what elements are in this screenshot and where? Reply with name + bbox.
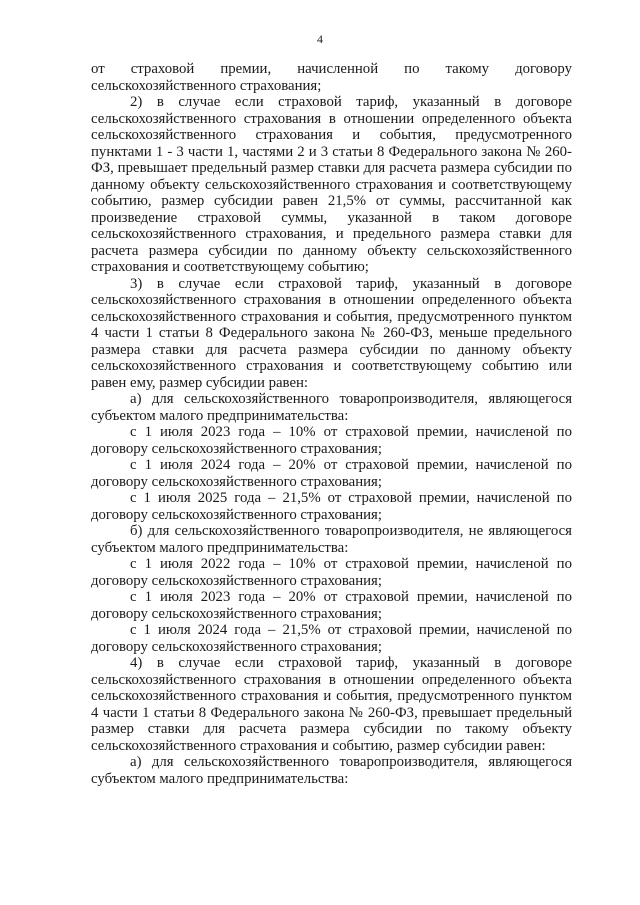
paragraph-date-2024-b: с 1 июля 2024 года – 21,5% от страховой премии, начисленой по договору сельскохозяйственного страхования; (91, 622, 572, 655)
paragraph-date-2024-a: с 1 июля 2024 года – 20% от страховой премии, начисленой по договору сельскохозяйственного страхования; (91, 457, 572, 490)
paragraph-subitem-b: б) для сельскохозяйственного товаропроизводителя, не являющегося субъектом малого предпринимательства: (91, 523, 572, 556)
paragraph-date-2025-a: с 1 июля 2025 года – 21,5% от страховой премии, начисленой по договору сельскохозяйственного страхования; (91, 490, 572, 523)
paragraph-subitem-a: а) для сельскохозяйственного товаропроизводителя, являющегося субъектом малого предпринимательства: (91, 391, 572, 424)
paragraph-subitem-a-2: а) для сельскохозяйственного товаропроизводителя, являющегося субъектом малого предпринимательства: (91, 754, 572, 787)
paragraph-date-2023-b: с 1 июля 2023 года – 20% от страховой премии, начисленой по договору сельскохозяйственного страхования; (91, 589, 572, 622)
page-number: 4 (317, 32, 323, 46)
paragraph-continuation: от страховой премии, начисленной по такому договору сельскохозяйственного страхования; (91, 61, 572, 94)
paragraph-date-2023-a: с 1 июля 2023 года – 10% от страховой премии, начисленой по договору сельскохозяйственного страхования; (91, 424, 572, 457)
paragraph-item-4: 4) в случае если страховой тариф, указанный в договоре сельскохозяйственного страхования в отношении определенного объекта сельскохозяйственного страхования и события, предусмотренного пунктом 4 части 1 статьи 8 Федерального закона № 260-ФЗ, превышает предельный размер ставки для расчета размера субсидии по такому объекту сельскохозяйственного страхования и событию, размер субсидии равен: (91, 655, 572, 754)
paragraph-date-2022-b: с 1 июля 2022 года – 10% от страховой премии, начисленой по договору сельскохозяйственного страхования; (91, 556, 572, 589)
paragraph-item-3: 3) в случае если страховой тариф, указанный в договоре сельскохозяйственного страхования в отношении определенного объекта сельскохозяйственного страхования и события, предусмотренного пунктом 4 части 1 статьи 8 Федерального закона № 260-ФЗ, меньше предельного размера ставки для расчета размера субсидии по данному объекту сельскохозяйственного страхования и соответствующему событию или равен ему, размер субсидии равен: (91, 275, 572, 391)
document-body (91, 61, 572, 787)
paragraph-item-2: 2) в случае если страховой тариф, указанный в договоре сельскохозяйственного страхования в отношении определенного объекта сельскохозяйственного страхования и события, предусмотренного пунктами 1 - 3 части 1, частями 2 и 3 статьи 8 Федерального закона № 260-ФЗ, превышает предельный размер ставки для расчета размера субсидии по данному объекту сельскохозяйственного страхования и соответствующему событию, размер субсидии равен 21,5% от суммы, рассчитанной как произведение страховой суммы, указанной в таком договоре сельскохозяйственного страхования, и предельного размера ставки для расчета размера субсидии по данному объекту сельскохозяйственного страхования и соответствующему событию; (91, 94, 572, 275)
